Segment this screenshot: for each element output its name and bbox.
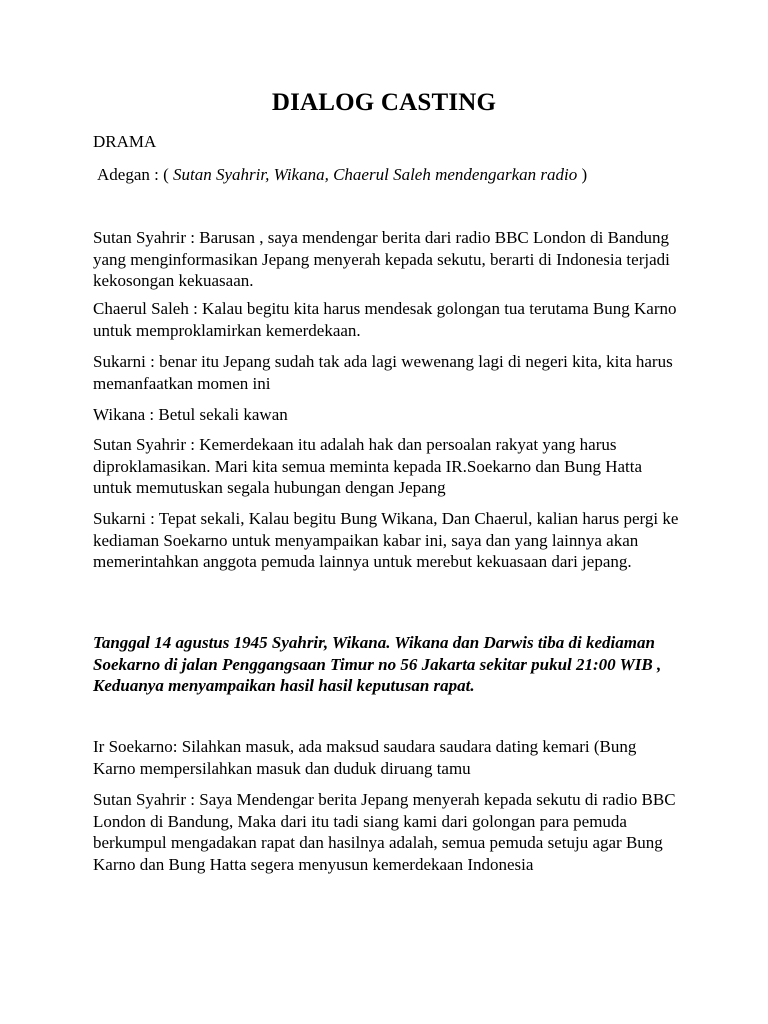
dialog-paragraph: Sutan Syahrir : Barusan , saya mendengar berita dari radio BBC London di Bandung yang menginformasikan Jepang menyerah kepada sekutu, berarti di Indonesia terjadi kekosongan kekuasaan. — [93, 228, 670, 290]
dialog-paragraph: Ir Soekarno: Silahkan masuk, ada maksud saudara saudara dating kemari (Bung Karno mempersilahkan masuk dan duduk diruang tamu — [93, 737, 637, 778]
scene-direction — [97, 164, 587, 186]
dialog-paragraph: Wikana : Betul sekali kawan — [93, 405, 288, 424]
document-title: DIALOG CASTING — [271, 89, 497, 116]
dialog-paragraph: Chaerul Saleh : Kalau begitu kita harus mendesak golongan tua terutama Bung Karno untuk memproklamirkan kemerdekaan. — [93, 299, 677, 340]
dialog-paragraph: Sutan Syahrir : Kemerdekaan itu adalah hak dan persoalan rakyat yang harus diproklamasikan. Mari kita semua meminta kepada IR.Soekarno dan Bung Hatta untuk memutuskan segala hubungan dengan Jepang — [93, 435, 643, 497]
scene-prefix: Adegan : ( — [97, 165, 174, 184]
narration-paragraph: Tanggal 14 agustus 1945 Syahrir, Wikana. Wikana dan Darwis tiba di kediaman Soekarno di jalan Penggangsaan Timur no 56 Jakarta sekitar pukul 21:00 WIB , Keduanya menyampaikan hasil hasil keputusan rapat. — [93, 633, 662, 695]
dialog-paragraph: Sukarni : Tepat sekali, Kalau begitu Bung Wikana, Dan Chaerul, kalian harus pergi ke kediaman Soekarno untuk menyampaikan kabar ini, saya dan yang lainnya akan memerintahkan anggota pemuda lainnya untuk merebut kekuasaan dari jepang. — [93, 509, 679, 571]
scene-suffix: ) — [577, 165, 588, 184]
section-label: DRAMA — [93, 132, 157, 151]
dialog-paragraph: Sukarni : benar itu Jepang sudah tak ada lagi wewenang lagi di negeri kita, kita harus memanfaatkan momen ini — [93, 352, 673, 393]
dialog-paragraph: Sutan Syahrir : Saya Mendengar berita Jepang menyerah kepada sekutu di radio BBC London di Bandung, Maka dari itu tadi siang kami dari golongan para pemuda berkumpul mengadakan rapat dan hasilnya adalah, semua pemuda setuju agar Bung Karno dan Bung Hatta segera menyusun kemerdekaan Indonesia — [93, 790, 676, 874]
scene-description: Sutan Syahrir, Wikana, Chaerul Saleh mendengarkan radio — [173, 165, 578, 184]
